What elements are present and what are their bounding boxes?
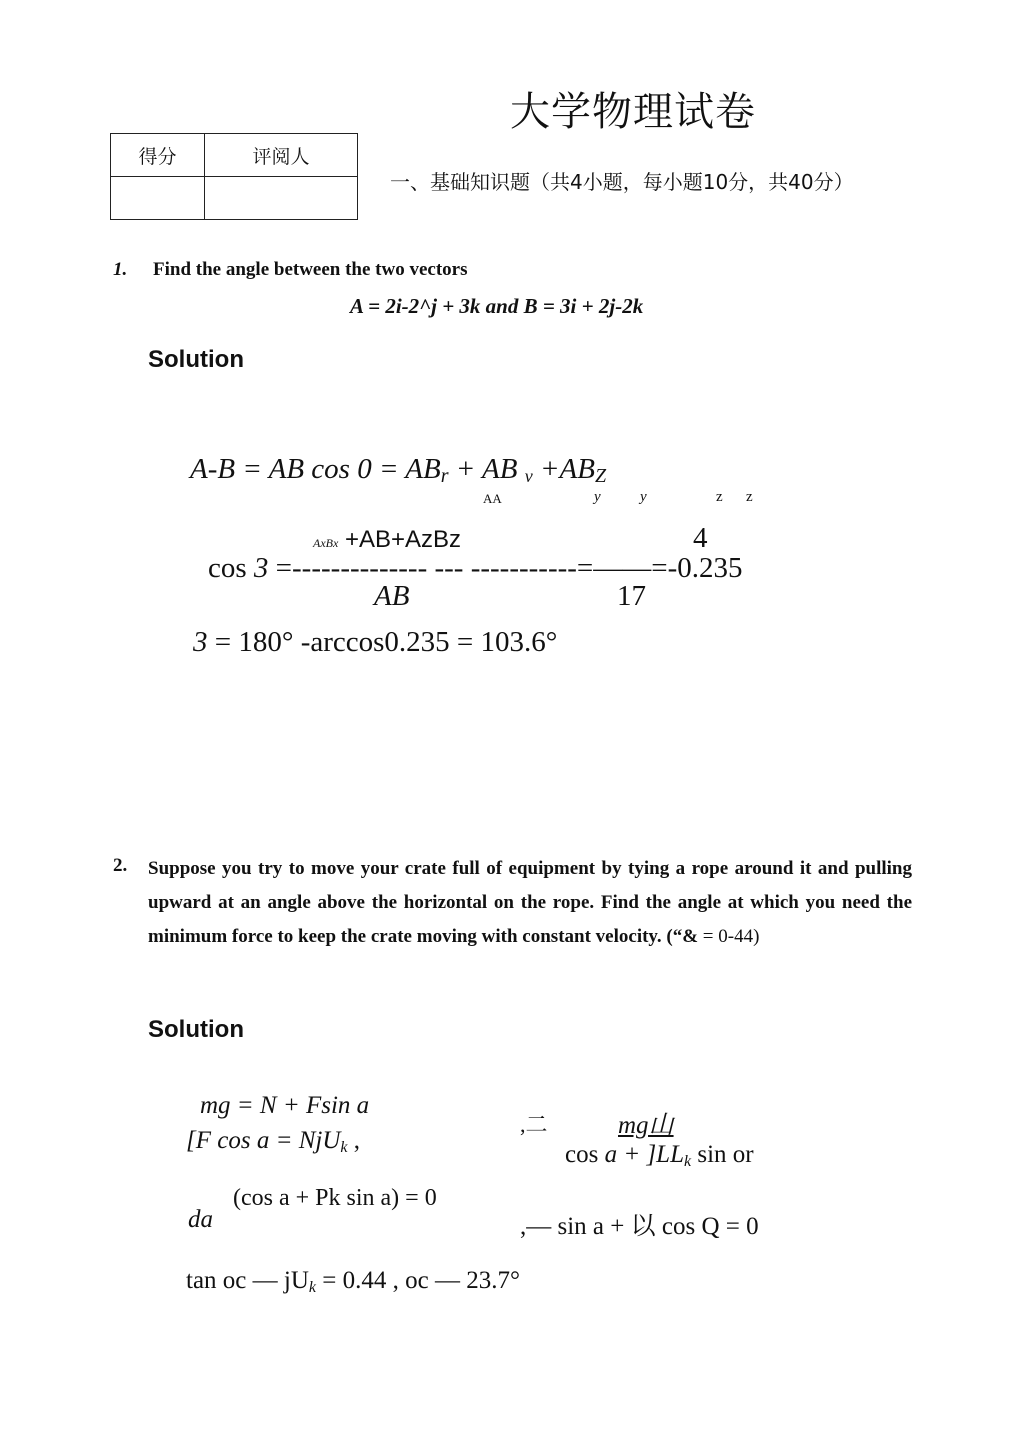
tangent-end: = 0.44 , oc — 23.7°	[316, 1267, 520, 1294]
angle-rest: = 180° -arccos0.235 = 103.6°	[207, 626, 558, 658]
force-numerator: mg山	[618, 1112, 674, 1139]
tangent-result	[186, 1267, 520, 1297]
equation-horizontal	[186, 1127, 360, 1157]
equation-horizontal-main: [F cos a = NjU	[186, 1127, 341, 1154]
question-1-number: 1.	[113, 259, 128, 280]
subscript-z: Z	[594, 465, 607, 488]
angle-variable: 3	[193, 626, 208, 658]
denominator-17: 17	[617, 580, 646, 612]
denominator-ab: AB	[374, 580, 410, 612]
solution-2-label: Solution	[148, 1016, 244, 1043]
question-1-text: Find the angle between the two vectors	[153, 259, 468, 280]
force-denominator	[565, 1141, 754, 1171]
subscript-r: r	[440, 465, 449, 488]
solution-1-label: Solution	[148, 346, 244, 373]
dot-product-expression: A-B = AB cos 0 = AB	[190, 453, 441, 485]
score-header: 得分	[111, 134, 205, 177]
tangent-sub: k	[308, 1279, 316, 1297]
small-y-2: y	[640, 489, 647, 505]
derivative-numerator: (cos a + Pk sin a) = 0	[233, 1185, 437, 1211]
question-1-equation: A = 2i-2^j + 3k and B = 3i + 2j-2k	[350, 294, 644, 318]
solution-1-line-1	[190, 453, 606, 488]
small-z-2: z	[746, 489, 753, 505]
therefore-mark: ,二	[520, 1112, 548, 1137]
question-2-text	[148, 852, 912, 954]
question-2-body: Suppose you try to move your crate full of equipment by tying a rope around it and pulling upward at an angle above the horizontal on the rope. Find the angle at which you need the minimum force to keep the crate moving with constant velocity. (“&	[148, 858, 912, 947]
force-denominator-cos: cos	[565, 1141, 605, 1168]
score-cell	[111, 177, 205, 220]
reviewer-header: 评阅人	[205, 134, 358, 177]
subscript-v: v	[524, 466, 533, 487]
dot-product-mid: + AB	[448, 453, 525, 485]
cos-variable: 3	[253, 552, 269, 584]
reviewer-cell	[205, 177, 358, 220]
cos-rest: =-------------- --- -----------=——=-0.235	[268, 552, 743, 584]
derivative-result: ,— sin a + 以 cos Q = 0	[520, 1213, 759, 1240]
angle-result	[193, 626, 557, 659]
force-denominator-mu: + ]LL	[617, 1141, 684, 1168]
equation-horizontal-sub: k	[340, 1139, 348, 1157]
numerator-small: AxBx	[313, 536, 339, 550]
section-heading: 一、基础知识题（共4小题，每小题10分，共40分）	[390, 170, 854, 194]
small-aa: AA	[483, 491, 502, 506]
equation-horizontal-end: ,	[347, 1127, 360, 1154]
question-2-tail: = 0-44)	[698, 926, 760, 947]
numerator-main: +AB+AzBz	[338, 526, 462, 553]
tangent-main: tan oc — jU	[186, 1267, 309, 1294]
score-table	[110, 133, 358, 220]
exam-title: 大学物理试卷	[510, 89, 756, 135]
numerator-four: 4	[693, 522, 708, 554]
force-denominator-sub: k	[684, 1153, 692, 1171]
equation-vertical: mg = N + Fsin a	[200, 1092, 370, 1119]
force-denominator-a: a	[604, 1141, 618, 1168]
cos-numerator	[313, 526, 461, 554]
small-y-1: y	[594, 489, 601, 505]
dot-product-end: +AB	[532, 453, 595, 485]
small-z-1: z	[716, 489, 723, 505]
force-denominator-end: sin or	[691, 1141, 754, 1168]
question-2-number: 2.	[113, 855, 128, 876]
cos-prefix: cos	[208, 552, 254, 584]
derivative-da: da	[188, 1206, 213, 1233]
cos-equation	[208, 552, 743, 585]
